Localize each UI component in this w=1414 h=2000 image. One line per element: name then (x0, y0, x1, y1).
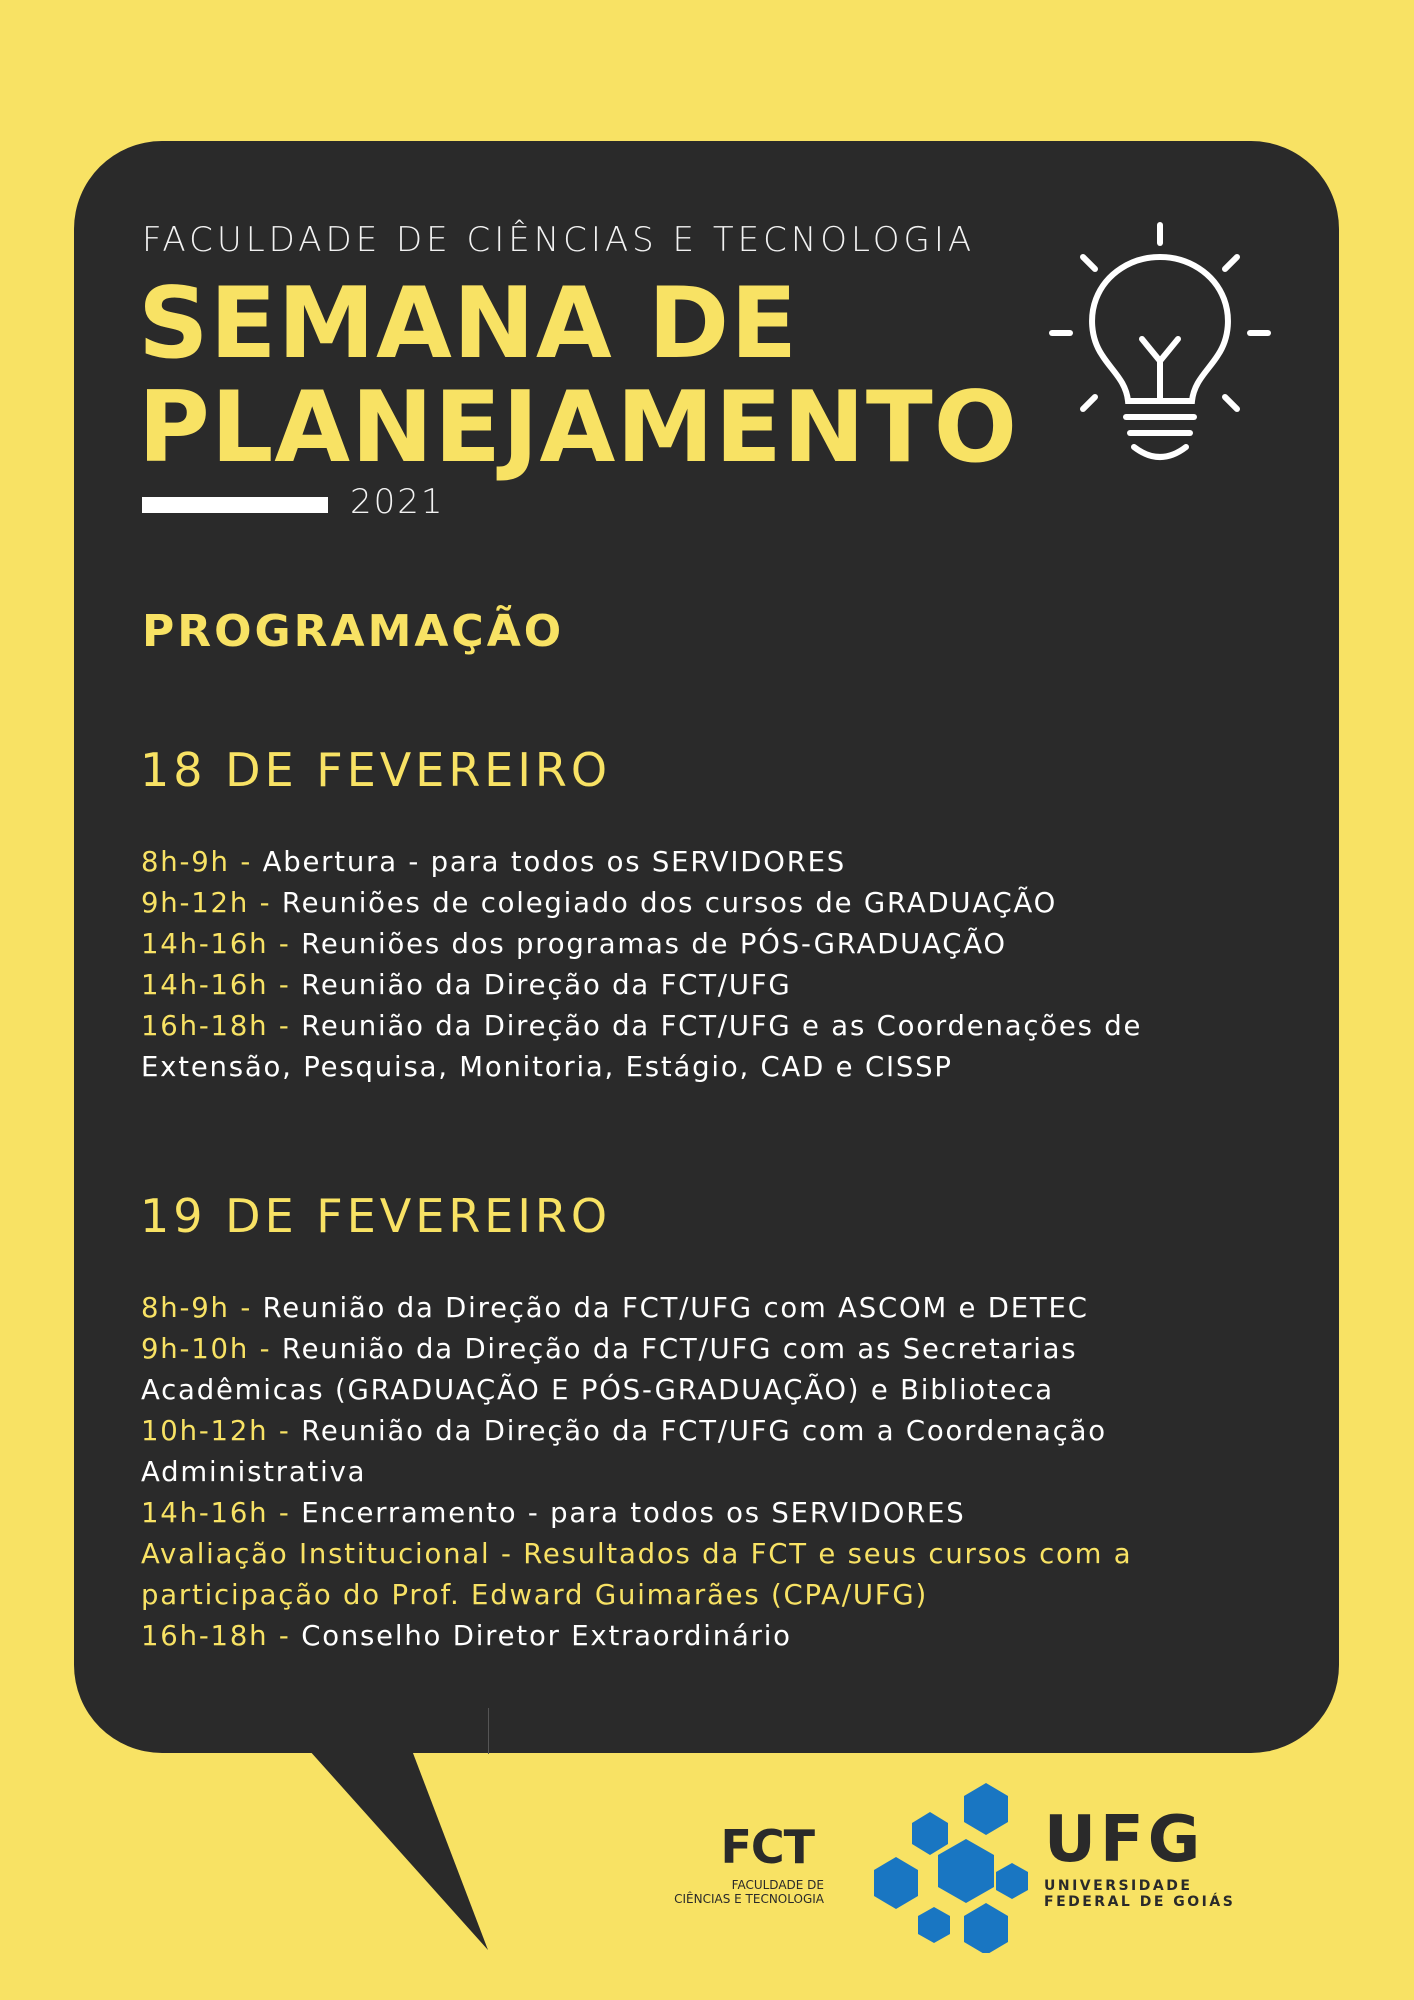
item-text: Reuniões dos programas de PÓS-GRADUAÇÃO (301, 928, 1007, 960)
schedule-item (141, 924, 1211, 965)
day-title-1: 18 DE FEVEREIRO (140, 743, 612, 797)
page-title (138, 267, 1019, 485)
schedule-item (141, 1411, 1211, 1493)
schedule-item (141, 965, 1211, 1006)
item-time: 9h-12h - (141, 887, 272, 919)
ufg-logo-line-2: FEDERAL DE GOIÁS (1044, 1894, 1236, 1910)
item-time: 14h-16h - (141, 1497, 291, 1529)
item-text: Reunião da Direção da FCT/UFG com as Secretarias Acadêmicas (GRADUAÇÃO E PÓS-GRADUAÇÃO) e Biblioteca (141, 1333, 1078, 1406)
fct-logo-line-1: FACULDADE DE (731, 1878, 824, 1892)
fct-logo-wordmark: FCT (720, 1820, 814, 1874)
schedule-day-1 (141, 842, 1211, 1088)
faculty-kicker: FACULDADE DE CIÊNCIAS E TECNOLOGIA (142, 220, 976, 260)
schedule-item (141, 1006, 1211, 1088)
schedule-item (141, 1493, 1211, 1534)
item-time: 14h-16h - (141, 928, 291, 960)
item-time: 16h-18h - (141, 1010, 291, 1042)
item-text: Reuniões de colegiado dos cursos de GRADUAÇÃO (281, 887, 1058, 919)
ufg-logo-wordmark: UFG (1044, 1803, 1205, 1877)
title-underline (142, 497, 328, 513)
item-time: 8h-9h - (141, 846, 253, 878)
schedule-item (141, 842, 1211, 883)
title-line-2: PLANEJAMENTO (138, 371, 1019, 485)
item-time: 10h-12h - (141, 1415, 291, 1447)
item-text: Abertura - para todos os SERVIDORES (262, 846, 847, 878)
ufg-logo (1044, 1803, 1236, 1910)
divider-line (488, 1708, 489, 1754)
item-text: Reunião da Direção da FCT/UFG com ASCOM e DETEC (262, 1292, 1089, 1324)
ufg-logo-line-1: UNIVERSIDADE (1044, 1878, 1193, 1894)
item-text: Reunião da Direção da FCT/UFG e as Coordenações de Extensão, Pesquisa, Monitoria, Estágio, CAD e CISSP (141, 1010, 1143, 1083)
day-title-2: 19 DE FEVEREIRO (140, 1189, 612, 1243)
schedule-item (141, 1288, 1211, 1329)
item-time: 16h-18h - (141, 1620, 291, 1652)
item-time: 9h-10h - (141, 1333, 272, 1365)
item-text: Conselho Diretor Extraordinário (301, 1620, 792, 1652)
lightbulb-icon (1040, 215, 1280, 475)
year-label: 2021 (350, 482, 445, 522)
fct-logo-line-2: CIÊNCIAS E TECNOLOGIA (674, 1892, 824, 1906)
item-text: Encerramento - para todos os SERVIDORES (301, 1497, 966, 1529)
program-heading: PROGRAMAÇÃO (142, 606, 565, 657)
fct-logo (672, 1822, 824, 1906)
item-text: Reunião da Direção da FCT/UFG (301, 969, 792, 1001)
schedule-day-2 (141, 1288, 1211, 1657)
schedule-item-highlight: Avaliação Institucional - Resultados da FCT e seus cursos com a participação do Prof. Edward Guimarães (CPA/UFG) (141, 1538, 1133, 1611)
item-time: 8h-9h - (141, 1292, 253, 1324)
schedule-item (141, 1616, 1211, 1657)
schedule-item (141, 1329, 1211, 1411)
ufg-hexagon-logo (868, 1783, 1038, 1953)
item-time: 14h-16h - (141, 969, 291, 1001)
title-line-1: SEMANA DE (138, 267, 799, 381)
schedule-item (141, 883, 1211, 924)
item-text: Reunião da Direção da FCT/UFG com a Coordenação Administrativa (141, 1415, 1107, 1488)
